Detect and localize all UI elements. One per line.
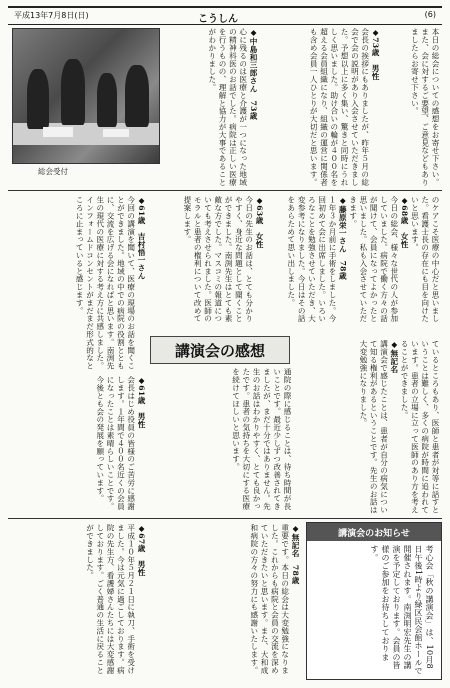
comment-block: ◆67歳 男性 平成１０年５月２１日に執刀、手術を受けました。今は元気に過ごしております。病院の先生方、看護婦さんたちには大変感謝しております。ごく普通の生活に戻ることができました。	[85, 524, 146, 675]
photo-caption: 総会受付	[38, 167, 68, 176]
comment-block: 通院の際に感じることは、待ち時間が長いことです。最近少しずつ改善されてきましたが、まだ十分ではありません。先生のお話はわかりやすく、とても良かったです。患者の気持ちを大切にする医療を続けてほしいと思います。	[231, 368, 292, 511]
general-meeting-photo	[12, 28, 160, 164]
comment-block: ◆73歳 男性 会長の挨拶にもありましたが、昨年５月の総会で会の説明があり入会させていただきました。予想以上に多く集い、驚きと同時にうれしく思いました。助け合いの輪が４００名を超える会員組織になり、組織の運営に関係者も含め会員一人ひとりが大切だと思います。	[309, 28, 380, 186]
newsletter-title: こうしん	[198, 14, 238, 25]
lecture-notice-box	[306, 522, 442, 680]
comment-block: ◆61歳 吉村悟一さん 今回の講演を聞いて、医療の現場のお話を聞くことができました。地域の中での病院の役割とともに、交流を広げる会になればと思います。南渕先生の現代の医療に対する考え方に共感しました。インフォームドコンセントがまだまだ形式的なところに止まっていると感じます。	[75, 196, 146, 370]
section-rule	[8, 518, 442, 519]
comment-block: ◆61歳 男性 会長はじめ役員の皆様のご苦労に感謝します。１年間で４００名近くの会員になったことは素晴らしいことです。今後とも会の発展を願っています。	[95, 376, 146, 511]
section-rule	[8, 190, 442, 191]
lecture-impressions-banner: 講演会の感想	[150, 336, 290, 364]
notice-text: 考心会「秋の講演会」は、10月8日午後1時より緑区民会館ホールで開催されます。南渕明宏先生の講演を予定しております。会員の皆様のご参加をお待ちしております。	[370, 545, 434, 675]
page-header	[8, 6, 442, 25]
page-number: (6)	[424, 10, 436, 19]
comment-block: のケアこそ医療の中心だと思いました。看護士長の存在にも目を向けたいと思います。 ◆68歳 女性 今日の総会、様々な世代の人が参加していました。病院で働く方々の話が聞けて、会員になってよかったと思いました。私も入会させていただきます。 ◆藤原栄一さん 78歳 １年３か月前に手術をしました。今回初めて会に出席しました。いろいろなことを勉強させていただき、大変参考になりました。今日はその話をあらためて思い出しました。	[286, 196, 440, 323]
comment-block: ているところもあり、医師と患者が対等に話すということは難しく、多くの病院が時間に追われています。患者の立場に立って医師のあり方を考えることができました。 ◆無記名 講演会で感じたことは、患者が自分の病気について知る権利があるということです。先生のお話は大変勉強になりました。	[358, 340, 440, 514]
notice-title: 講演会のお知らせ	[307, 523, 441, 541]
issue-date: 平成13年7月8日(日)	[14, 11, 89, 20]
intro-text: 本日の総会についての感想をお寄せ下さい。また、会に対するご要望、ご意見などもありましたらお寄せ下さい。	[410, 28, 440, 186]
comment-block: ◆中島和三郎さん 73歳 心に残るのは医療と介護が一つになった地域の精神科医のお話でした。病院は正しい医療を行うものの、理解と協力が大事であることがわかりました。	[207, 28, 258, 186]
comment-block: ◆63歳 女性 今日の先生のお話は、とても分かりやすく、身近な問題として聞くことができました。南渕先生はとても素敵な方でした。マスコミの報道についても考えさせられました。医師のモラルと患者の権利について改めて提案します。	[182, 196, 264, 323]
comment-block: ◆無記名 78歳 重要です。本日の総会は大変勉強になりました。これからも病院と会員の交流を深めていただきたいと思います。また、大和成和病院の方々の努力にも感謝いたします。	[249, 524, 300, 675]
